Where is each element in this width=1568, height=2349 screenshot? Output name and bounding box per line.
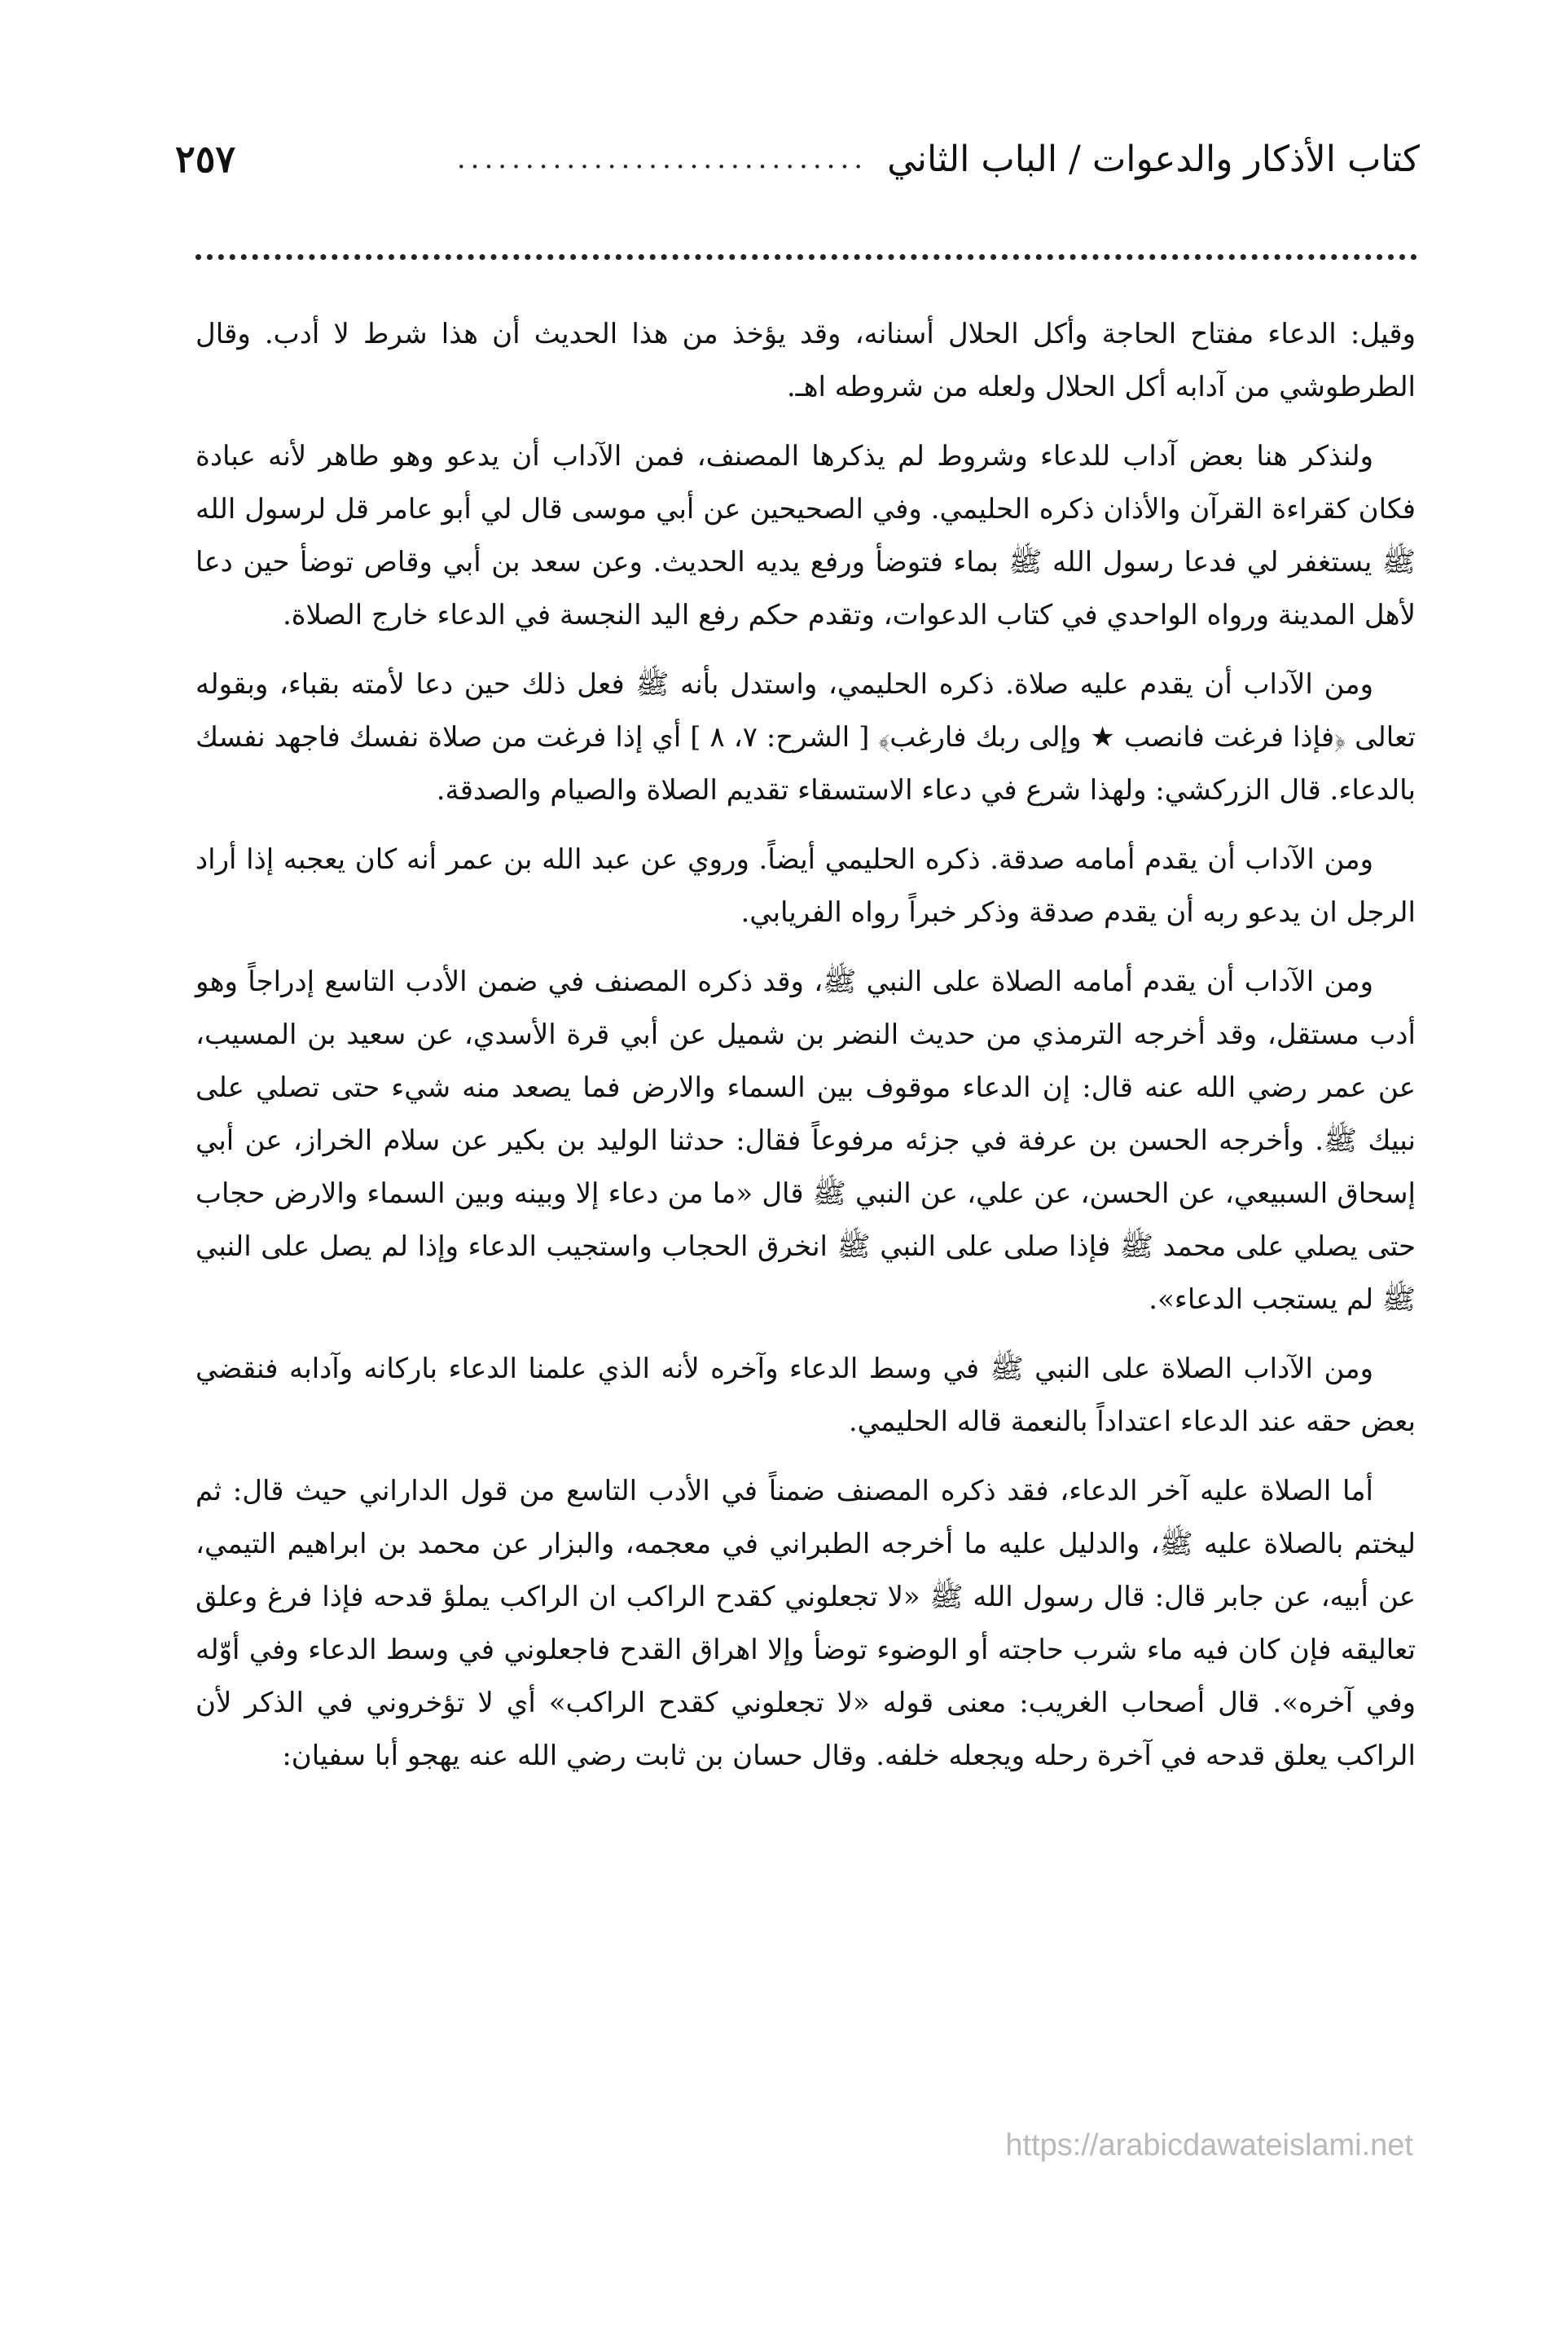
paragraph-6: ومن الآداب الصلاة على النبي ﷺ في وسط الدعاء وآخره لأنه الذي علمنا الدعاء باركانه وآدابه فنقضي بعض حقه عند الدعاء اعتداداً بالنعمة قاله الحليمي.: [195, 1353, 1416, 1438]
running-header: [175, 130, 1420, 187]
body-text: [195, 308, 1416, 1799]
leader-dots: ..............................: [456, 143, 868, 175]
paragraph-5: ومن الآداب أن يقدم أمامه الصلاة على النبي ﷺ، وقد ذكره المصنف في ضمن الأدب التاسع إدراجاً وهو أدب مستقل، وقد أخرجه الترمذي من حديث النضر بن شميل عن أبي قرة الأسدي، عن سعيد بن المسيب، عن عمر رضي الله عنه قال: إن الدعاء موقوف بين السماء والارض فما يصعد منه شيء حتى تصلي على نبيك ﷺ. وأخرجه الحسن بن عرفة في جزئه مرفوعاً فقال: حدثنا الوليد بن بكير عن سلام الخراز، عن أبي إسحاق السبيعي، عن الحسن، عن علي، عن النبي ﷺ قال «ما من دعاء إلا وبينه وبين السماء والارض حجاب حتى يصلي على محمد ﷺ فإذا صلى على النبي ﷺ انخرق الحجاب واستجيب الدعاء وإذا لم يصل على النبي ﷺ لم يستجب الدعاء».: [195, 966, 1416, 1316]
page-number: ٢٥٧: [175, 137, 236, 181]
header-divider: [195, 254, 1417, 266]
paragraph-3: ومن الآداب أن يقدم عليه صلاة. ذكره الحليمي، واستدل بأنه ﷺ فعل ذلك حين دعا لأمته بقباء، وبقوله تعالى ﴿فإذا فرغت فانصب ★ وإلى ربك فارغب﴾ [ الشرح: ٧، ٨ ] أي إذا فرغت من صلاة نفسك فاجهد نفسك بالدعاء. قال الزركشي: ولهذا شرع في دعاء الاستسقاء تقديم الصلاة والصيام والصدقة.: [195, 668, 1416, 807]
chapter-title: كتاب الأذكار والدعوات / الباب الثاني: [887, 138, 1420, 180]
paragraph-7: أما الصلاة عليه آخر الدعاء، فقد ذكره المصنف ضمناً في الأدب التاسع من قول الداراني حيث قال: ثم ليختم بالصلاة عليه ﷺ، والدليل عليه ما أخرجه الطبراني في معجمه، والبزار عن محمد بن ابراهيم التيمي، عن أبيه، عن جابر قال: قال رسول الله ﷺ «لا تجعلوني كقدح الراكب ان الراكب يملؤ قدحه فإذا فرغ وعلق تعاليقه فإن كان فيه ماء شرب حاجته أو الوضوء توضأ وإلا اهراق القدح فاجعلوني في وسط الدعاء وفي أوّله وفي آخره». قال أصحاب الغريب: معنى قوله «لا تجعلوني كقدح الراكب» أي لا تؤخروني في الذكر لأن الراكب يعلق قدحه في آخرة رحله ويجعله خلفه. وقال حسان بن ثابت رضي الله عنه يهجو أبا سفيان:: [195, 1475, 1416, 1772]
paragraph-4: ومن الآداب أن يقدم أمامه صدقة. ذكره الحليمي أيضاً. وروي عن عبد الله بن عمر أنه كان يعجبه إذا أراد الرجل ان يدعو ربه أن يقدم صدقة وذكر خبراً رواه الفريابي.: [195, 843, 1416, 929]
source-watermark: https://arabicdawateislami.net: [1005, 2128, 1413, 2162]
paragraph-2: ولنذكر هنا بعض آداب للدعاء وشروط لم يذكرها المصنف، فمن الآداب أن يدعو وهو طاهر لأنه عبادة فكان كقراءة القرآن والأذان ذكره الحليمي. وفي الصحيحين عن أبي موسى قال لي أبو عامر قل لرسول الله ﷺ يستغفر لي فدعا رسول الله ﷺ بماء فتوضأ ورفع يديه الحديث. وعن سعد بن أبي وقاص توضأ حين دعا لأهل المدينة ورواه الواحدي في كتاب الدعوات، وتقدم حكم رفع اليد النجسة في الدعاء خارج الصلاة.: [195, 440, 1416, 631]
paragraph-1: وقيل: الدعاء مفتاح الحاجة وأكل الحلال أسنانه، وقد يؤخذ من هذا الحديث أن هذا شرط لا أدب. وقال الطرطوشي من آدابه أكل الحلال ولعله من شروطه اهـ.: [195, 318, 1416, 403]
